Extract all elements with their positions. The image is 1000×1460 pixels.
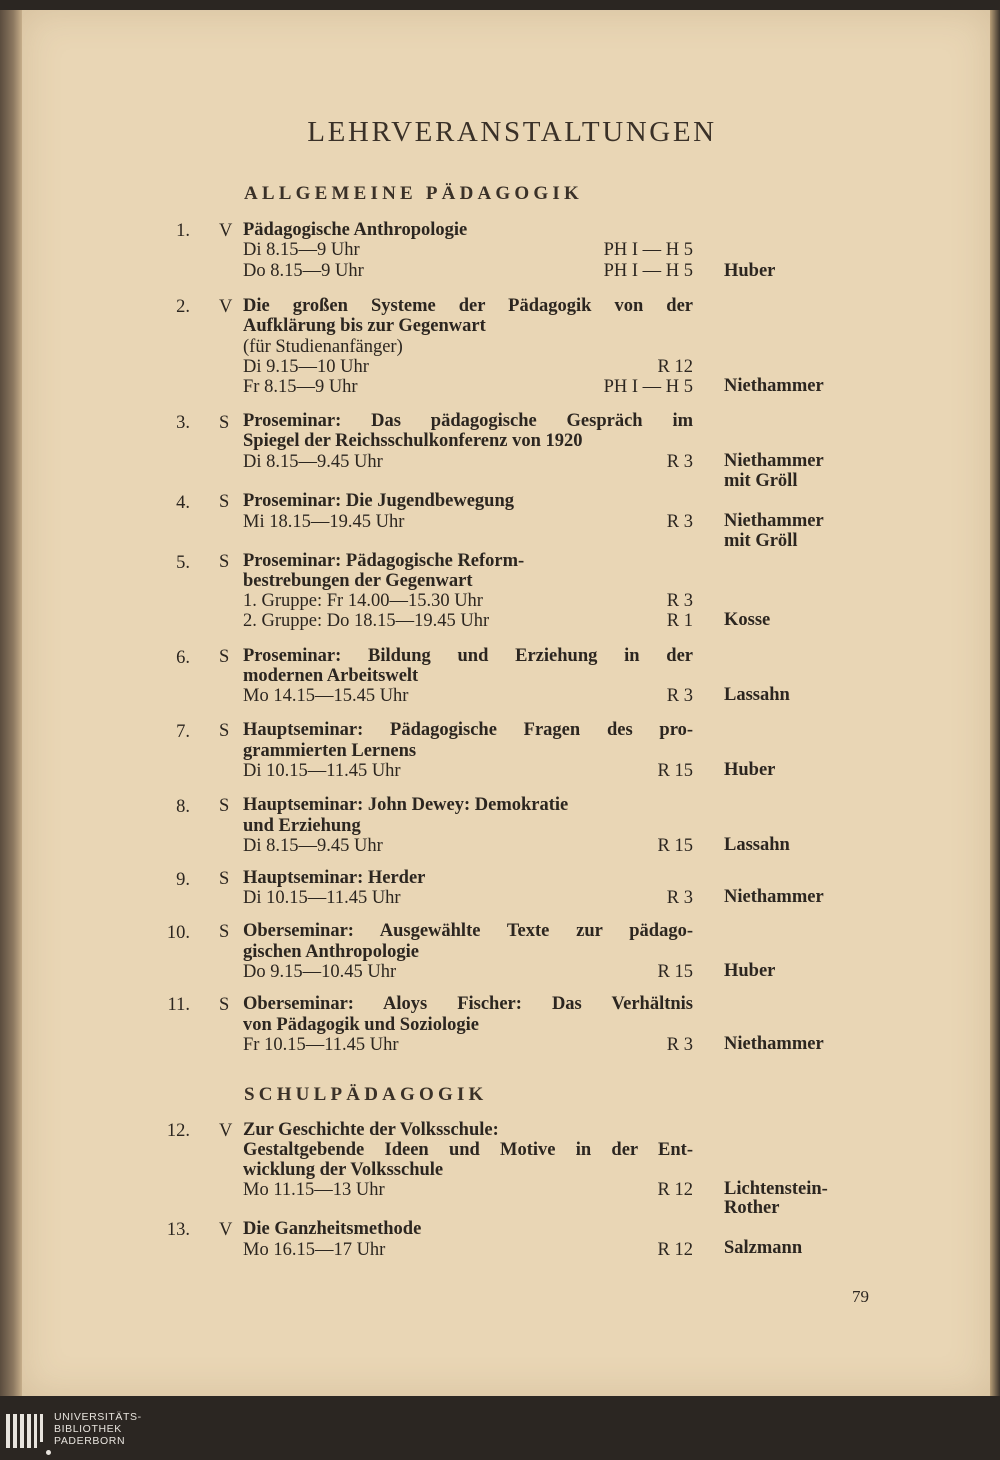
course-number: 9. xyxy=(176,870,190,890)
course-type: S xyxy=(219,492,230,512)
course-lecturer: Niethammer xyxy=(724,451,824,471)
course-number: 8. xyxy=(176,797,190,817)
course-time: Mo 14.15—15.45 Uhr xyxy=(243,686,409,706)
course-title: Gestaltgebende Ideen und Motive in der Ent- xyxy=(243,1140,693,1160)
course-time: Di 10.15—11.45 Uhr xyxy=(243,888,401,908)
course-number: 7. xyxy=(176,722,190,742)
course-number: 4. xyxy=(176,493,190,513)
course-time: Di 8.15—9.45 Uhr xyxy=(243,836,383,856)
course-room: R 3 xyxy=(666,512,693,532)
course-type: S xyxy=(219,922,230,942)
course-number: 2. xyxy=(176,297,190,317)
course-room: PH I — H 5 xyxy=(603,261,693,281)
course-title: bestrebungen der Gegenwart xyxy=(243,571,473,591)
course-lecturer: Lassahn xyxy=(724,685,790,705)
course-room: PH I — H 5 xyxy=(603,377,693,397)
course-room: R 3 xyxy=(666,888,693,908)
course-time: Mi 18.15—19.45 Uhr xyxy=(243,512,405,532)
course-room: R 3 xyxy=(666,591,693,611)
section-heading-schulpaedagogik: SCHULPÄDAGOGIK xyxy=(244,1084,488,1105)
course-time: Do 9.15—10.45 Uhr xyxy=(243,962,397,982)
course-title: Aufklärung bis zur Gegenwart xyxy=(243,316,486,336)
course-title: Hauptseminar: John Dewey: Demokratie xyxy=(243,795,569,815)
course-title: wicklung der Volksschule xyxy=(243,1160,444,1180)
course-number: 6. xyxy=(176,648,190,668)
course-title: von Pädagogik und Soziologie xyxy=(243,1015,479,1035)
course-room: R 15 xyxy=(657,962,693,982)
course-type: S xyxy=(219,995,230,1015)
course-title: Die Ganzheitsmethode xyxy=(243,1219,422,1239)
course-type: V xyxy=(219,221,233,241)
course-time: Di 10.15—11.45 Uhr xyxy=(243,761,401,781)
course-title: Proseminar: Pädagogische Reform- xyxy=(243,551,525,571)
section-heading-allgemeine-paedagogik: ALLGEMEINE PÄDAGOGIK xyxy=(244,183,583,204)
course-title: grammierten Lernens xyxy=(243,741,417,761)
course-room: R 3 xyxy=(666,686,693,706)
page-title: LEHRVERANSTALTUNGEN xyxy=(307,116,717,148)
course-type: S xyxy=(219,413,230,433)
course-type: S xyxy=(219,869,230,889)
course-lecturer: Niethammer xyxy=(724,1034,824,1054)
course-lecturer: Lichtenstein- xyxy=(724,1179,828,1199)
course-title: Pädagogische Anthropologie xyxy=(243,220,468,240)
course-type: V xyxy=(219,1220,233,1240)
course-time: Fr 8.15—9 Uhr xyxy=(243,377,358,397)
library-name-line: UNIVERSITÄTS- xyxy=(54,1411,142,1423)
library-logo-icon xyxy=(6,1414,46,1454)
course-type: S xyxy=(219,796,230,816)
course-title: Die großen Systeme der Pädagogik von der xyxy=(243,296,693,316)
library-name-line: BIBLIOTHEK xyxy=(54,1423,122,1435)
course-room: R 12 xyxy=(657,1240,693,1260)
course-room: PH I — H 5 xyxy=(603,240,693,260)
library-footer xyxy=(0,1408,1000,1460)
course-time: Do 8.15—9 Uhr xyxy=(243,261,364,281)
course-number: 1. xyxy=(176,221,190,241)
course-number: 10. xyxy=(166,923,190,943)
course-lecturer: Niethammer xyxy=(724,511,824,531)
course-room: R 1 xyxy=(666,611,693,631)
course-type: V xyxy=(219,1121,233,1141)
course-lecturer: Rother xyxy=(724,1198,780,1218)
library-name-line: PADERBORN xyxy=(54,1435,126,1447)
course-room: R 15 xyxy=(657,761,693,781)
page-number: 79 xyxy=(852,1287,869,1306)
course-title: modernen Arbeitswelt xyxy=(243,666,419,686)
book-spine xyxy=(0,10,22,1396)
course-lecturer: Huber xyxy=(724,961,776,981)
course-title: Hauptseminar: Herder xyxy=(243,868,426,888)
course-title: Hauptseminar: Pädagogische Fragen des pro- xyxy=(243,720,693,740)
course-title: und Erziehung xyxy=(243,816,361,836)
course-type: S xyxy=(219,552,230,572)
course-title: Proseminar: Die Jugendbewegung xyxy=(243,491,514,511)
page-edge xyxy=(990,10,1000,1396)
course-lecturer: Niethammer xyxy=(724,887,824,907)
course-note: (für Studienanfänger) xyxy=(243,337,403,357)
course-title: Oberseminar: Aloys Fischer: Das Verhältnis xyxy=(243,994,693,1014)
course-lecturer: Huber xyxy=(724,760,776,780)
course-room: R 3 xyxy=(666,1035,693,1055)
course-number: 11. xyxy=(167,995,190,1015)
course-lecturer: Huber xyxy=(724,261,776,281)
course-time: Di 9.15—10 Uhr xyxy=(243,357,369,377)
course-time: Mo 11.15—13 Uhr xyxy=(243,1180,385,1200)
course-title: Proseminar: Bildung und Erziehung in der xyxy=(243,646,693,666)
course-number: 5. xyxy=(176,553,190,573)
course-number: 12. xyxy=(166,1121,190,1141)
library-name xyxy=(54,1411,142,1447)
course-title: Zur Geschichte der Volksschule: xyxy=(243,1120,499,1140)
course-lecturer: mit Gröll xyxy=(724,471,798,491)
course-lecturer: Salzmann xyxy=(724,1238,803,1258)
course-time: 2. Gruppe: Do 18.15—19.45 Uhr xyxy=(243,611,490,631)
course-time: Fr 10.15—11.45 Uhr xyxy=(243,1035,399,1055)
course-type: S xyxy=(219,721,230,741)
course-lecturer: Lassahn xyxy=(724,835,790,855)
course-time: 1. Gruppe: Fr 14.00—15.30 Uhr xyxy=(243,591,483,611)
course-title: Oberseminar: Ausgewählte Texte zur pädago- xyxy=(243,921,693,941)
course-room: R 15 xyxy=(657,836,693,856)
course-time: Di 8.15—9.45 Uhr xyxy=(243,452,383,472)
course-room: R 3 xyxy=(666,452,693,472)
course-lecturer: Kosse xyxy=(724,610,771,630)
course-type: S xyxy=(219,647,230,667)
course-number: 13. xyxy=(166,1220,190,1240)
course-lecturer: Niethammer xyxy=(724,376,824,396)
course-time: Di 8.15—9 Uhr xyxy=(243,240,360,260)
course-title: gischen Anthropologie xyxy=(243,942,419,962)
course-title: Spiegel der Reichsschulkonferenz von 1920 xyxy=(243,431,583,451)
course-type: V xyxy=(219,297,233,317)
course-number: 3. xyxy=(176,413,190,433)
course-room: R 12 xyxy=(657,1180,693,1200)
course-time: Mo 16.15—17 Uhr xyxy=(243,1240,386,1260)
course-title: Proseminar: Das pädagogische Gespräch im xyxy=(243,411,693,431)
document-page xyxy=(22,10,990,1396)
course-room: R 12 xyxy=(657,357,693,377)
course-lecturer: mit Gröll xyxy=(724,531,798,551)
